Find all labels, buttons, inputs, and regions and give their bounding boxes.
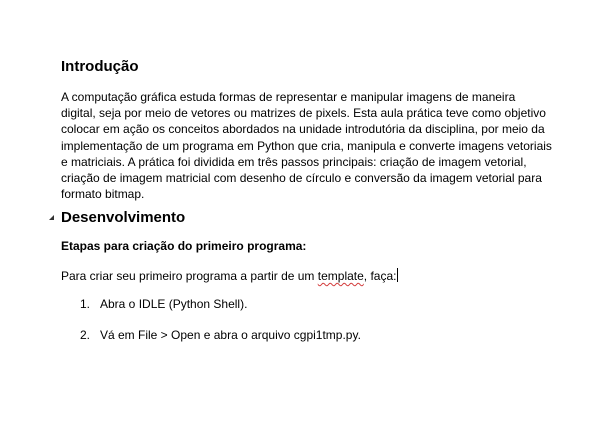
heading-introducao [61, 58, 139, 76]
collapse-triangle-icon[interactable] [49, 215, 54, 220]
paragraph-line: colocar em ação os conceitos abordados na unidade introdutória da disciplina, por meio da [61, 122, 545, 137]
instruction-text-after: , faça: [363, 269, 397, 283]
heading-desenvolvimento-text: Desenvolvimento [61, 209, 186, 226]
paragraph-line: digital, seja por meio de vetores ou matrizes de pixels. Esta aula prática teve como objetivo [61, 106, 546, 121]
introduction-paragraph[interactable] [61, 89, 552, 202]
instruction-text-before: Para criar seu primeiro programa a partir de um [61, 269, 318, 283]
list-number: 2. [80, 328, 91, 342]
heading-desenvolvimento [61, 209, 185, 227]
subheading-etapas: Etapas para criação do primeiro programa: [61, 239, 307, 253]
list-item-step-1[interactable] [80, 296, 247, 312]
list-item-text: Abra o IDLE (Python Shell). [100, 297, 248, 311]
spellcheck-flagged-word[interactable]: template [317, 269, 364, 283]
text-cursor [397, 268, 398, 282]
paragraph-line: implementação de um programa em Python que cria, manipula e converte imagens vetoriais [61, 138, 552, 153]
heading-introducao-text: Introdução [61, 58, 139, 75]
list-item-step-2[interactable] [80, 327, 361, 343]
paragraph-line: criação de imagem matricial com desenho de círculo e conversão da imagem vetorial para [61, 171, 542, 186]
paragraph-line: e matriciais. A prática foi dividida em três passos principais: criação de imagem vetorial, [61, 154, 527, 169]
instruction-line[interactable] [61, 268, 398, 284]
list-number: 1. [80, 297, 91, 311]
list-item-text: Vá em File > Open e abra o arquivo cgpi1tmp.py. [100, 328, 361, 342]
paragraph-line: A computação gráfica estuda formas de representar e manipular imagens de maneira [61, 90, 516, 104]
paragraph-line: formato bitmap. [61, 187, 145, 202]
